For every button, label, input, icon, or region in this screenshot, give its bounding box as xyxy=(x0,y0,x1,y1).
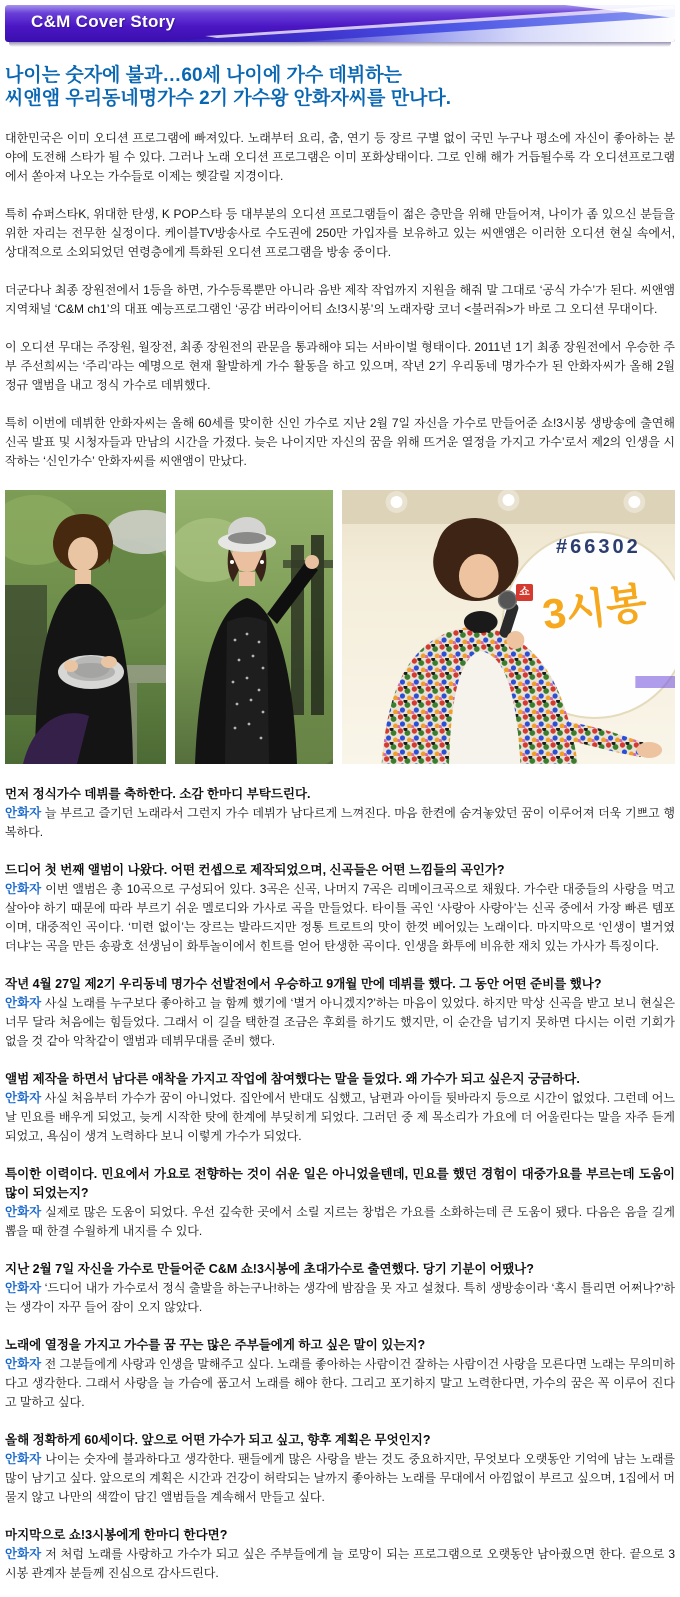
photo-studio-performance xyxy=(342,490,675,764)
interview-section xyxy=(5,785,675,1583)
intro-paragraph: 대한민국은 이미 오디션 프로그램에 빠져있다. 노래부터 요리, 춤, 연기 등 장르 구별 없이 국민 누구나 평소에 자신이 좋아하는 분야에 도전해 스타가 될 수 있다. 그러나 노래 오디션 프로그램은 이미 포화상태이다. 그로 인해 해가 거듭될수록 각 오디션프로그램에서 쏟아져 나오는 가수들로 이제는 헷갈릴 지경이다. xyxy=(5,131,675,183)
speaker-name: 안화자 xyxy=(5,1091,42,1105)
interview-answer xyxy=(5,994,675,1051)
intro-section xyxy=(5,129,675,471)
speaker-name: 안화자 xyxy=(5,1357,42,1371)
interview-question: 특이한 이력이다. 민요에서 가요로 전향하는 것이 쉬운 일은 아니었을텐데, 민요를 했던 경험이 대중가요를 부르는데 도움이 많이 되었는지? xyxy=(5,1167,675,1200)
interview-question: 마지막으로 쇼!3시봉에게 한마디 한다면? xyxy=(5,1528,228,1542)
interview-question: 올해 정확하게 60세이다. 앞으로 어떤 가수가 되고 싶고, 향후 계획은 무엇인지? xyxy=(5,1433,431,1447)
photo-singer-silver-hat xyxy=(175,490,333,764)
speaker-name: 안화자 xyxy=(5,1281,42,1295)
speaker-name: 안화자 xyxy=(5,882,42,896)
speaker-name: 안화자 xyxy=(5,1205,42,1219)
page-title xyxy=(5,64,675,110)
photo2-illustration xyxy=(175,490,333,764)
answer-text: ‘드디어 내가 가수로서 정식 출발을 하는구나!하는 생각에 밤잠을 못 자고 설쳤다. 특히 생방송이라 ‘혹시 틀리면 어쩌나?’하는 생각이 자꾸 들어 잠이 오지 않았다. xyxy=(5,1281,675,1314)
answer-text: 실제로 많은 도움이 되었다. 우선 깊숙한 곳에서 소릴 지르는 창법은 가요를 소화하는데 큰 도움이 됐다. 다음은 음을 길게 뽑을 때 한결 수월하게 내지를 수 있다. xyxy=(5,1205,675,1238)
answer-text: 늘 부르고 즐기던 노래라서 그런지 가수 데뷔가 남다르게 느껴진다. 마음 한켠에 숨겨놓았던 꿈이 이루어져 더욱 기쁘고 행복하다. xyxy=(5,806,675,839)
intro-paragraph: 특히 슈퍼스타K, 위대한 탄생, K POP스타 등 대부분의 오디션 프로그램들이 젊은 층만을 위해 만들어져, 나이가 좀 있으신 분들을 위한 자리는 전무한 실정이다. 케이블TV방송사로 수도권에 250만 가입자를 보유하고 있는 씨앤앰은 이러한 오디션 현실 속에서, 상대적으로 소외되었던 연령층에게 특화된 오디션 프로그램을 방송 중이다. xyxy=(5,207,675,259)
banner-shadow xyxy=(9,42,671,47)
speaker-name: 안화자 xyxy=(5,1452,42,1466)
answer-text: 사실 처음부터 가수가 꿈이 아니었다. 집안에서 반대도 심했고, 남편과 아이들 뒷바라지 등으로 시간이 없었다. 그런데 어느날 민요를 배우게 되었고, 늦게 시작한 탓에 한계에 부딪히게 되었다. 그러던 중 제 목소리가 가요에 더 어울린다는 말을 자주 듣게 되었고, 욕심이 생겨 노력하다 보니 이렇게 가수가 되었다. xyxy=(5,1091,675,1143)
speaker-name: 안화자 xyxy=(5,996,42,1010)
interview-answer xyxy=(5,1355,675,1412)
cover-story-banner xyxy=(5,5,675,42)
interview-question: 드디어 첫 번째 앨범이 나왔다. 어떤 컨셉으로 제작되었으며, 신곡들은 어떤 느낌들의 곡인가? xyxy=(5,863,505,877)
answer-text: 나이는 숫자에 불과하다고 생각한다. 팬들에게 많은 사랑을 받는 것도 중요하지만, 무엇보다 오랫동안 기억에 남는 노래를 많이 남기고 싶다. 앞으로의 계획은 시간과 건강이 허락되는 날까지 좋아하는 노래를 무대에서 아낌없이 부르고 싶으며, 1집에서 머물지 않고 나만의 색깔이 담긴 앨범들을 계속해서 만들고 싶다. xyxy=(5,1452,676,1504)
interview-question: 앨범 제작을 하면서 남다른 애착을 가지고 작업에 참여했다는 말을 들었다. 왜 가수가 되고 싶은지 궁금하다. xyxy=(5,1072,580,1086)
speaker-name: 안화자 xyxy=(5,806,42,820)
interview-question: 지난 2월 7일 자신을 가수로 만들어준 C&M 쇼!3시봉에 초대가수로 출연했다. 당기 기분이 어땠나? xyxy=(5,1262,534,1276)
photo1-illustration xyxy=(5,490,166,764)
interview-question: 작년 4월 27일 제2기 우리동네 명가수 선발전에서 우승하고 9개월 만에 데뷔를 했다. 그 동안 어떤 준비를 했나? xyxy=(5,977,602,991)
photo-row xyxy=(5,490,675,764)
answer-text: 사실 노래를 누구보다 좋아하고 늘 함께 했기에 ‘별거 아니겠지?’하는 마음이 있었다. 하지만 막상 신곡을 받고 보니 현실은 너무 달라 처음에는 힘들었다. 그래서 이 길을 택한걸 조금은 후회를 하기도 했지만, 이 순간을 넘기지 못하면 다시는 이런 기회가 없을 것 같아 악착같이 앨범과 데뷔무대를 준비 했다. xyxy=(5,996,675,1048)
interview-answer xyxy=(5,1089,675,1146)
answer-text: 저 처럼 노래를 사랑하고 가수가 되고 싶은 주부들에게 늘 로망이 되는 프로그램으로 오랫동안 남아줬으면 한다. 끝으로 3시봉 관계자 분들께 진심으로 감사드린다. xyxy=(5,1547,675,1580)
studio-number-overlay: #66302 xyxy=(556,536,641,558)
intro-paragraph: 이 오디션 무대는 주장원, 월장전, 최종 장원전의 관문을 통과해야 되는 서바이벌 형태이다. 2011년 1기 최종 장원전에서 우승한 주부 주선희씨는 ‘주리’라는 예명으로 현재 활발하게 가수 활동을 하고 있으며, 작년 2기 우리동네 명가수가 된 안화자씨가 올해 2월 정규 앨범을 내고 정식 가수로 데뷔했다. xyxy=(5,340,675,392)
answer-text: 이번 앨범은 총 10곡으로 구성되어 있다. 3곡은 신곡, 나머지 7곡은 리메이크곡으로 채웠다. 가수란 대중들의 사랑을 먹고 살아야 하기 때문에 따라 부르기 쉬운 멜로디와 가사로 곡을 만들었다. 타이틀 곡인 ‘사랑아 사랑아’는 신곡 중에서 가장 빠른 템포이며, 대중적인 곡이다. ‘미련 없이’는 장르는 발라드지만 정통 트로트의 맛이 한껏 베어있는 노래이다. 마지막으로 ‘인생이 별거였더냐’는 곡을 만든 송광호 선생님이 화투놀이에서 힌트를 얻어 탄생한 곡이다. 인생을 화투에 비유한 재치 있는 가사가 특징이다. xyxy=(5,882,675,953)
intro-paragraph: 특히 이번에 데뷔한 안화자씨는 올해 60세를 맞이한 신인 가수로 지난 2월 7일 자신을 가수로 만들어준 쇼!3시봉 생방송에 출연해 신곡 발표 및 시청자들과 만남의 시간을 가졌다. 늦은 나이지만 자신의 꿈을 위해 뜨거운 열정을 가지고 가수’로서 제2의 인생을 시작하는 ‘신인가수’ 안화자씨를 씨앤앰이 만났다. xyxy=(5,416,675,468)
interview-answer xyxy=(5,804,675,842)
speaker-name: 안화자 xyxy=(5,1547,42,1561)
show-logo-text: 3시봉 xyxy=(539,578,650,639)
interview-answer xyxy=(5,880,675,956)
interview-answer xyxy=(5,1545,675,1583)
banner-title: C&M Cover Story xyxy=(31,12,176,31)
answer-text: 전 그분들에게 사랑과 인생을 말해주고 싶다. 노래를 좋아하는 사람이건 잘하는 사람이건 사랑을 모른다면 노래는 무의미하다고 생각한다. 그래서 사랑을 늘 가슴에 품고서 노래를 해야 한다. 그리고 포기하지 말고 노력한다면, 가수의 꿈은 꼭 이루어 진다고 말하고 싶다. xyxy=(5,1357,675,1409)
show-badge-icon: 쇼 xyxy=(516,584,533,601)
photo-singer-black-dress xyxy=(5,490,166,764)
intro-paragraph: 더군다나 최종 장원전에서 1등을 하면, 가수등록뿐만 아니라 음반 제작 작업까지 지원을 해줘 말 그대로 ‘공식 가수’가 된다. 씨앤앰 지역채널 ‘C&M ch1’의 대표 예능프로그램인 ‘공감 버라이어티 쇼!3시봉’의 노래자랑 코너 <불러줘>가 바로 그 오디션 무대이다. xyxy=(5,283,675,316)
interview-answer xyxy=(5,1279,675,1317)
interview-answer xyxy=(5,1203,675,1241)
interview-question: 노래에 열정을 가지고 가수를 꿈 꾸는 많은 주부들에게 하고 싶은 말이 있는지? xyxy=(5,1338,426,1352)
page-title-line1: 나이는 숫자에 불과…60세 나이에 가수 데뷔하는 xyxy=(5,65,402,86)
page-title-line2: 씨앤앰 우리동네명가수 2기 가수왕 안화자씨를 만나다. xyxy=(5,88,452,109)
interview-answer xyxy=(5,1450,675,1507)
interview-question: 먼저 정식가수 데뷔를 축하한다. 소감 한마디 부탁드린다. xyxy=(5,787,311,801)
